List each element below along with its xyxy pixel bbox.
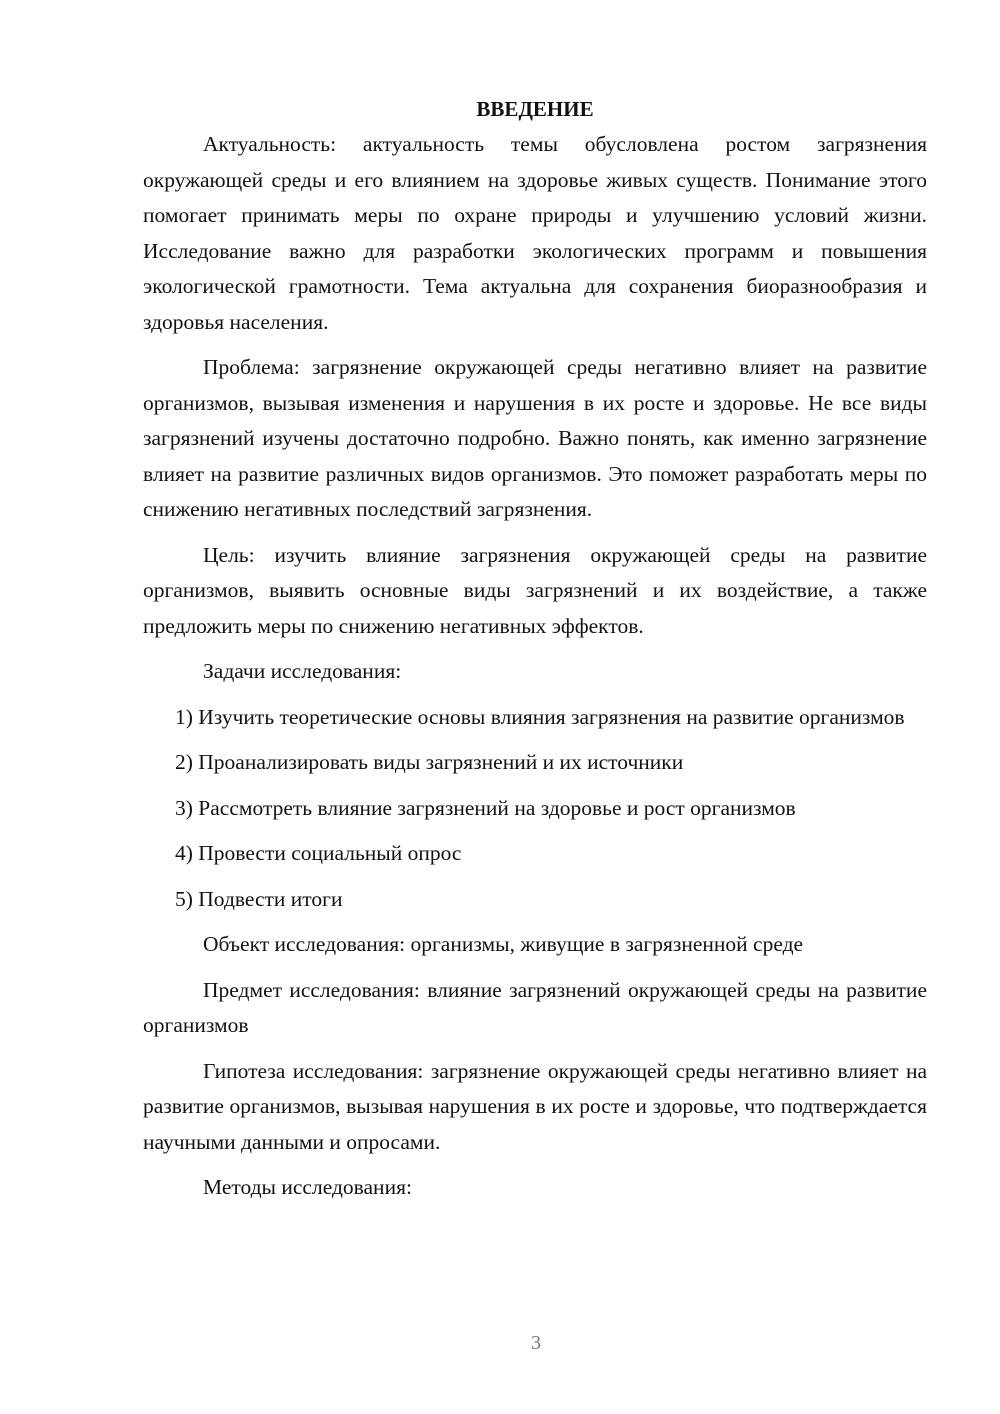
- methods-title: Методы исследования:: [203, 1175, 412, 1199]
- task-item-2: 2) Проанализировать виды загрязнений и их источники: [175, 750, 684, 774]
- page-content: [143, 92, 927, 1216]
- hypothesis-paragraph: Гипотеза исследования: загрязнение окружающей среды негативно влияет на развитие организмов, вызывая нарушения в их росте и здоровье, что подтверждается научными данными и опросами.: [143, 1058, 927, 1154]
- tasks-title: Задачи исследования:: [203, 659, 402, 683]
- relevance-paragraph: Актуальность: актуальность темы обусловлена ростом загрязнения окружающей среды и его влиянием на здоровье живых существ. Понимание этого помогает принимать меры по охране природы и улучшению условий жизни. Исследование важно для разработки экологических программ и повышения экологической грамотности. Тема актуальна для сохранения биоразнообразия и здоровья населения.: [143, 132, 927, 334]
- page-number: 3: [531, 1332, 541, 1354]
- task-item-5: 5) Подвести итоги: [175, 886, 343, 911]
- subject-paragraph: Предмет исследования: влияние загрязнений окружающей среды на развитие организмов: [143, 977, 927, 1037]
- goal-paragraph: Цель: изучить влияние загрязнения окружающей среды на развитие организмов, выявить основные виды загрязнений и их воздействие, а также предложить меры по снижению негативных эффектов.: [143, 542, 927, 638]
- task-item-3: 3) Рассмотреть влияние загрязнений на здоровье и рост организмов: [175, 795, 796, 820]
- problem-paragraph: Проблема: загрязнение окружающей среды негативно влияет на развитие организмов, вызывая изменения и нарушения в их росте и здоровье. Не все виды загрязнений изучены достаточно подробно. Важно понять, как именно загрязнение влияет на развитие различных видов организмов. Это поможет разработать меры по снижению негативных последствий загрязнения.: [143, 355, 927, 521]
- object-paragraph: Объект исследования: организмы, живущие в загрязненной среде: [203, 932, 804, 956]
- page-heading: ВВЕДЕНИЕ: [476, 97, 594, 121]
- task-item-1: 1) Изучить теоретические основы влияния загрязнения на развитие организмов: [175, 704, 905, 729]
- task-item-4: 4) Провести социальный опрос: [175, 841, 462, 865]
